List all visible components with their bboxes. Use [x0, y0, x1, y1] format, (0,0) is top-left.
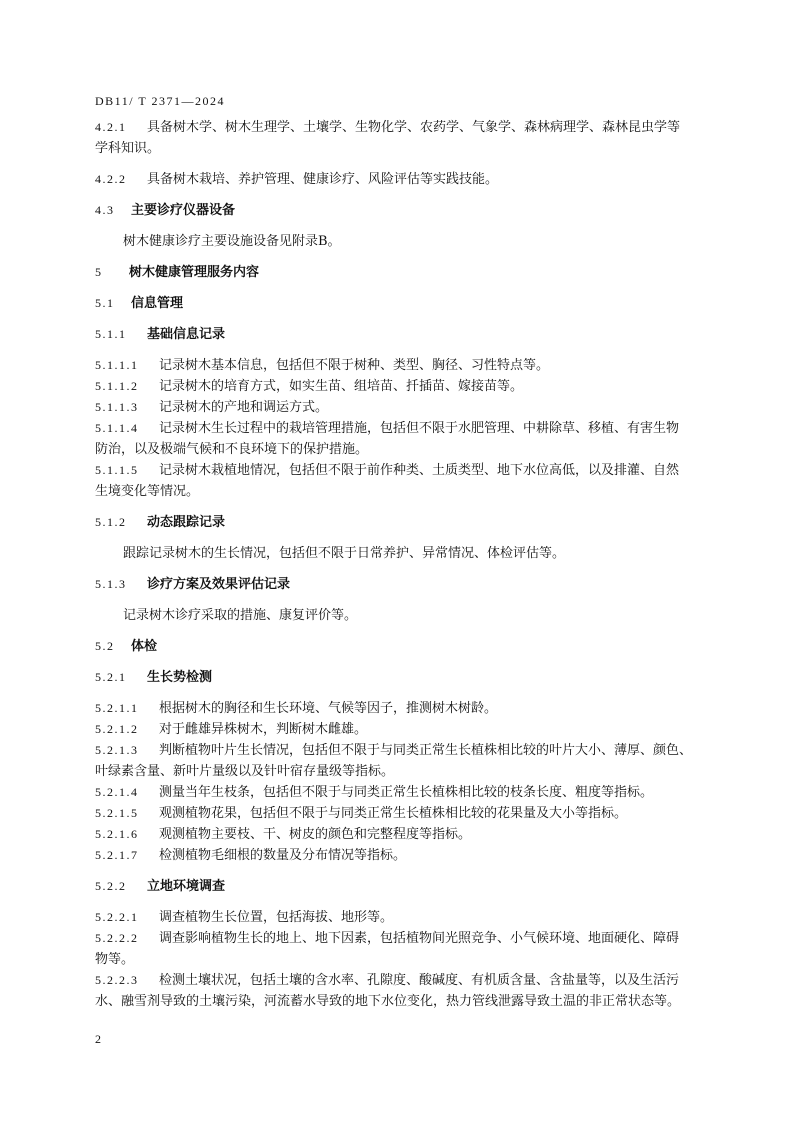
- paragraph: 跟踪记录树木的生长情况，包括但不限于日常养护、异常情况、体检评估等。: [123, 546, 566, 561]
- clause-text: 对于雌雄异株树木，判断树木雌雄。: [159, 722, 368, 737]
- clause-number: 5.1.1.5: [95, 463, 139, 477]
- clause-number: 5.2.2.1: [95, 910, 139, 924]
- clause-text: 记录树木的培育方式，如实生苗、组培苗、扦插苗、嫁接苗等。: [159, 379, 524, 394]
- clause-number: 5.2.1.5: [95, 806, 139, 820]
- section-heading-5-1-1: [95, 323, 718, 346]
- clause-5-2-1-3: [95, 739, 718, 762]
- section-title: 主要诊疗仪器设备: [131, 203, 236, 218]
- section-number: 5.1: [95, 296, 115, 310]
- clause-text: 记录树木生长过程中的栽培管理措施，包括但不限于水肥管理、中耕除草、移植、有害生物: [159, 421, 680, 436]
- clause-5-2-1-4: [95, 781, 718, 804]
- clause-text: 判断植物叶片生长情况，包括但不限于与同类正常生长植株相比较的叶片大小、薄厚、颜色、: [159, 743, 693, 758]
- clause-number: 5.2.1.2: [95, 722, 139, 736]
- clause-number: 5.1.1.4: [95, 421, 139, 435]
- clause-5-2-2-2: [95, 927, 718, 950]
- section-number: 4.3: [95, 203, 115, 217]
- section-title: 立地环境调查: [147, 879, 226, 894]
- clause-text: 具备树木栽培、养护管理、健康诊疗、风险评估等实践技能。: [147, 172, 499, 187]
- clause-number: 4.2.1: [95, 120, 127, 134]
- clause-number: 5.2.2.3: [95, 973, 139, 987]
- clause-5-2-2-1: [95, 906, 718, 929]
- clause-5-1-1-4: [95, 417, 718, 440]
- section-number: 5.2: [95, 639, 115, 653]
- clause-text: 检测植物毛细根的数量及分布情况等指标。: [159, 848, 407, 863]
- clause-text: 观测植物花果，包括但不限于与同类正常生长植株相比较的花果量及大小等指标。: [159, 806, 628, 821]
- clause-5-2-2-3: [95, 969, 718, 992]
- clause-text: 观测植物主要枝、干、树皮的颜色和完整程度等指标。: [159, 827, 472, 842]
- section-heading-5-2: [95, 635, 718, 658]
- clause-5-2-1-6: [95, 823, 718, 846]
- clause-number: 5.1.1.2: [95, 379, 139, 393]
- clause-text: 记录树木栽植地情况，包括但不限于前作种类、土质类型、地下水位高低，以及排灌、自然: [159, 463, 680, 478]
- clause-text-continued: 学科知识。: [95, 141, 161, 156]
- clause-number: 5.2.1.7: [95, 848, 139, 862]
- paragraph: 树木健康诊疗主要设施设备见附录B。: [123, 234, 341, 249]
- clause-5-2-1-7: [95, 844, 718, 867]
- section-title: 体检: [131, 639, 158, 654]
- clause-text: 记录树木基本信息，包括但不限于树种、类型、胸径、习性特点等。: [159, 358, 550, 373]
- clause-text-continued: 水、融雪剂导致的土壤污染，河流蓄水导致的地下水位变化，热力管线泄露导致土温的非正常状态等。: [95, 994, 681, 1009]
- clause-5-2-1-1: [95, 697, 718, 720]
- clause-number: 5.2.1.1: [95, 701, 139, 715]
- clause-text-continued: 生境变化等情况。: [95, 484, 200, 499]
- clause-text: 具备树木学、树木生理学、土壤学、生物化学、农药学、气象学、森林病理学、森林昆虫学等: [147, 120, 681, 135]
- paragraph: 记录树木诊疗采取的措施、康复评价等。: [123, 608, 358, 623]
- clause-5-2-1-5: [95, 802, 718, 825]
- clause-text: 测量当年生枝条，包括但不限于与同类正常生长植株相比较的枝条长度、粗度等指标。: [159, 785, 654, 800]
- clause-5-1-1-2: [95, 375, 718, 398]
- section-number: 5.2.1: [95, 670, 127, 684]
- section-heading-5-2-2: [95, 875, 718, 898]
- clause-number: 4.2.2: [95, 172, 127, 186]
- section-number: 5.1.2: [95, 515, 127, 529]
- chapter-title: 树木健康管理服务内容: [129, 265, 260, 280]
- section-heading-5-1-3: [95, 573, 718, 596]
- clause-number: 5.2.1.4: [95, 785, 139, 799]
- page-number: 2: [95, 1032, 101, 1046]
- section-heading-5-1-2: [95, 511, 718, 534]
- section-title: 动态跟踪记录: [147, 515, 226, 530]
- section-heading-5-2-1: [95, 666, 718, 689]
- section-title: 基础信息记录: [147, 327, 226, 342]
- section-title: 信息管理: [131, 296, 184, 311]
- clause-number: 5.2.2.2: [95, 931, 139, 945]
- section-title: 诊疗方案及效果评估记录: [147, 577, 291, 592]
- clause-5-2-1-2: [95, 718, 718, 741]
- clause-5-1-1-3: [95, 396, 718, 419]
- clause-text-continued: 防治，以及极端气候和不良环境下的保护措施。: [95, 442, 369, 457]
- clause-text: 记录树木的产地和调运方式。: [159, 400, 329, 415]
- clause-text: 调查影响植物生长的地上、地下因素，包括植物间光照竞争、小气候环境、地面硬化、障碍: [159, 931, 680, 946]
- clause-text: 调查植物生长位置，包括海拔、地形等。: [159, 910, 394, 925]
- clause-number: 5.1.1.1: [95, 358, 139, 372]
- section-title: 生长势检测: [147, 670, 213, 685]
- clause-text-continued: 叶绿素含量、新叶片量级以及针叶宿存量级等指标。: [95, 764, 395, 779]
- section-number: 5.2.2: [95, 879, 127, 893]
- clause-text: 检测土壤状况，包括土壤的含水率、孔隙度、酸碱度、有机质含量、含盐量等，以及生活污: [159, 973, 680, 988]
- section-number: 5.1.3: [95, 577, 127, 591]
- section-number: 5.1.1: [95, 327, 127, 341]
- clause-text-continued: 物等。: [95, 952, 135, 967]
- chapter-heading-5: [95, 261, 718, 284]
- clause-number: 5.2.1.3: [95, 743, 139, 757]
- clause-text: 根据树木的胸径和生长环境、气候等因子，推测树木树龄。: [159, 701, 498, 716]
- clause-number: 5.1.1.3: [95, 400, 139, 414]
- chapter-number: 5: [95, 265, 103, 279]
- clause-5-1-1-5: [95, 459, 718, 482]
- clause-5-1-1-1: [95, 354, 718, 377]
- clause-number: 5.2.1.6: [95, 827, 139, 841]
- document-code-header: DB11/ T 2371—2024: [95, 94, 225, 108]
- section-heading-5-1: [95, 292, 718, 315]
- section-heading-4-3: [95, 199, 718, 222]
- clause-4-2-2: [95, 168, 718, 191]
- clause-4-2-1: [95, 116, 718, 139]
